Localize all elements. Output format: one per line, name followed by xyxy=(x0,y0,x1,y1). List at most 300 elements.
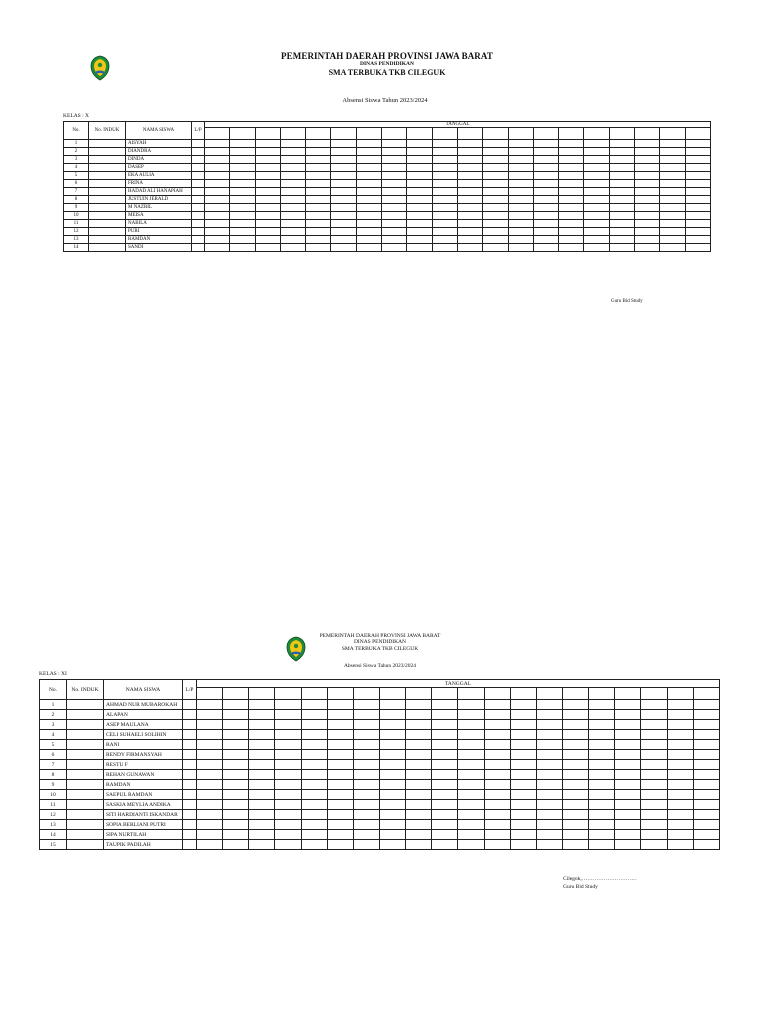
attendance-cell xyxy=(536,730,562,740)
row-number: 7 xyxy=(40,760,67,770)
attendance-cell xyxy=(197,810,223,820)
attendance-cell xyxy=(641,720,667,730)
attendance-cell xyxy=(562,700,588,710)
attendance-cell xyxy=(508,140,533,148)
attendance-cell xyxy=(458,720,484,730)
attendance-cell xyxy=(197,770,223,780)
row-lp-cell xyxy=(183,700,197,710)
attendance-cell xyxy=(280,180,305,188)
attendance-cell xyxy=(205,204,230,212)
attendance-cell xyxy=(223,770,249,780)
attendance-cell xyxy=(280,188,305,196)
attendance-cell xyxy=(353,810,379,820)
attendance-cell xyxy=(407,172,432,180)
attendance-cell xyxy=(533,204,558,212)
attendance-cell xyxy=(483,172,508,180)
attendance-cell xyxy=(407,196,432,204)
attendance-cell xyxy=(306,148,331,156)
attendance-cell xyxy=(432,840,458,850)
row-induk-cell xyxy=(67,730,104,740)
attendance-cell xyxy=(693,750,719,760)
attendance-cell xyxy=(407,164,432,172)
attendance-cell xyxy=(693,740,719,750)
attendance-cell xyxy=(223,810,249,820)
row-induk-cell xyxy=(67,800,104,810)
attendance-cell xyxy=(407,140,432,148)
attendance-cell xyxy=(457,196,482,204)
attendance-cell xyxy=(432,148,457,156)
attendance-cell xyxy=(536,800,562,810)
row-student-name: ALAPAN xyxy=(104,710,183,720)
attendance-cell xyxy=(306,140,331,148)
attendance-cell xyxy=(356,188,381,196)
attendance-cell xyxy=(382,140,407,148)
date-column-cell xyxy=(205,128,230,140)
row-number: 11 xyxy=(64,220,89,228)
table-row xyxy=(64,244,711,252)
row-lp-cell xyxy=(192,164,205,172)
attendance-cell xyxy=(306,228,331,236)
attendance-cell xyxy=(609,220,634,228)
attendance-cell xyxy=(635,204,660,212)
attendance-cell xyxy=(483,140,508,148)
attendance-cell xyxy=(508,236,533,244)
attendance-cell xyxy=(205,228,230,236)
attendance-cell xyxy=(327,700,353,710)
row-induk-cell xyxy=(89,212,126,220)
attendance-cell xyxy=(353,770,379,780)
attendance-cell xyxy=(356,220,381,228)
attendance-cell xyxy=(685,148,710,156)
attendance-cell xyxy=(533,212,558,220)
attendance-cell xyxy=(249,800,275,810)
row-number: 2 xyxy=(64,148,89,156)
row-lp-cell xyxy=(192,188,205,196)
attendance-cell xyxy=(356,172,381,180)
attendance-cell xyxy=(197,750,223,760)
attendance-cell xyxy=(205,220,230,228)
attendance-cell xyxy=(693,830,719,840)
col-header-no: No. xyxy=(64,122,89,140)
attendance-cell xyxy=(533,172,558,180)
attendance-cell xyxy=(301,820,327,830)
attendance-cell xyxy=(406,830,432,840)
attendance-cell xyxy=(458,820,484,830)
attendance-cell xyxy=(197,790,223,800)
attendance-cell xyxy=(205,164,230,172)
attendance-cell xyxy=(197,700,223,710)
attendance-cell xyxy=(609,204,634,212)
attendance-cell xyxy=(197,760,223,770)
row-lp-cell xyxy=(183,720,197,730)
attendance-cell xyxy=(510,750,536,760)
date-column-cell xyxy=(589,688,615,700)
attendance-cell xyxy=(660,188,685,196)
attendance-cell xyxy=(205,188,230,196)
attendance-cell xyxy=(306,172,331,180)
attendance-cell xyxy=(432,720,458,730)
attendance-cell xyxy=(457,244,482,252)
table-row xyxy=(40,810,720,820)
attendance-cell xyxy=(559,188,584,196)
col-header-lp: L/P xyxy=(183,680,197,700)
attendance-cell xyxy=(406,730,432,740)
row-student-name: SIPA NURTILAH xyxy=(104,830,183,840)
table-row xyxy=(40,750,720,760)
attendance-cell xyxy=(275,750,301,760)
row-induk-cell xyxy=(67,840,104,850)
date-column-cell xyxy=(660,128,685,140)
row-student-name: DINDA xyxy=(126,156,192,164)
attendance-cell xyxy=(353,710,379,720)
row-induk-cell xyxy=(67,770,104,780)
attendance-cell xyxy=(615,770,641,780)
attendance-cell xyxy=(615,720,641,730)
row-lp-cell xyxy=(183,830,197,840)
date-column-cell xyxy=(255,128,280,140)
table-row xyxy=(40,700,720,710)
attendance-cell xyxy=(615,800,641,810)
attendance-cell xyxy=(230,148,255,156)
table-row xyxy=(40,830,720,840)
attendance-cell xyxy=(667,790,693,800)
attendance-cell xyxy=(432,790,458,800)
attendance-cell xyxy=(379,790,405,800)
attendance-cell xyxy=(609,156,634,164)
attendance-cell xyxy=(457,180,482,188)
attendance-cell xyxy=(407,180,432,188)
row-induk-cell xyxy=(89,180,126,188)
attendance-cell xyxy=(327,830,353,840)
attendance-cell xyxy=(432,820,458,830)
row-lp-cell xyxy=(192,196,205,204)
attendance-cell xyxy=(510,830,536,840)
attendance-cell xyxy=(458,780,484,790)
attendance-cell xyxy=(331,228,356,236)
attendance-cell xyxy=(301,810,327,820)
attendance-cell xyxy=(205,196,230,204)
table-row xyxy=(64,236,711,244)
attendance-cell xyxy=(559,156,584,164)
attendance-cell xyxy=(406,750,432,760)
table-row xyxy=(64,148,711,156)
attendance-cell xyxy=(667,840,693,850)
attendance-cell xyxy=(667,710,693,720)
attendance-cell xyxy=(483,188,508,196)
attendance-cell xyxy=(331,196,356,204)
row-lp-cell xyxy=(183,740,197,750)
row-student-name: AHMAD NUR MUBAROKAH xyxy=(104,700,183,710)
attendance-cell xyxy=(589,740,615,750)
attendance-cell xyxy=(223,730,249,740)
attendance-cell xyxy=(457,204,482,212)
attendance-cell xyxy=(327,720,353,730)
date-column-cell xyxy=(484,688,510,700)
row-lp-cell xyxy=(192,204,205,212)
attendance-cell xyxy=(609,140,634,148)
attendance-cell xyxy=(223,740,249,750)
attendance-cell xyxy=(609,164,634,172)
attendance-cell xyxy=(379,800,405,810)
row-induk-cell xyxy=(67,740,104,750)
attendance-cell xyxy=(484,830,510,840)
col-header-induk: No. INDUK xyxy=(89,122,126,140)
attendance-cell xyxy=(406,820,432,830)
attendance-cell xyxy=(205,236,230,244)
attendance-cell xyxy=(589,810,615,820)
attendance-cell xyxy=(407,212,432,220)
attendance-cell xyxy=(510,760,536,770)
attendance-cell xyxy=(484,760,510,770)
attendance-cell xyxy=(406,760,432,770)
table-row xyxy=(64,164,711,172)
attendance-cell xyxy=(562,740,588,750)
attendance-cell xyxy=(205,148,230,156)
row-lp-cell xyxy=(192,244,205,252)
sheet2-signature-title: Guru Bid Study xyxy=(563,884,598,891)
row-student-name: SAEPUL RAMDAN xyxy=(104,790,183,800)
attendance-cell xyxy=(667,780,693,790)
attendance-cell xyxy=(432,810,458,820)
attendance-cell xyxy=(584,180,609,188)
attendance-cell xyxy=(562,720,588,730)
attendance-cell xyxy=(331,164,356,172)
attendance-cell xyxy=(379,700,405,710)
attendance-cell xyxy=(589,800,615,810)
attendance-cell xyxy=(458,760,484,770)
table-row xyxy=(40,770,720,780)
row-student-name: SITI HARDIANTI ISKANDAR xyxy=(104,810,183,820)
attendance-cell xyxy=(457,212,482,220)
attendance-cell xyxy=(249,790,275,800)
attendance-cell xyxy=(205,244,230,252)
attendance-cell xyxy=(589,770,615,780)
attendance-cell xyxy=(510,810,536,820)
row-induk-cell xyxy=(67,750,104,760)
row-student-name: CELI SUHAELI SOLIHIN xyxy=(104,730,183,740)
attendance-cell xyxy=(458,710,484,720)
attendance-cell xyxy=(589,730,615,740)
attendance-cell xyxy=(280,228,305,236)
attendance-cell xyxy=(379,760,405,770)
attendance-cell xyxy=(483,148,508,156)
row-lp-cell xyxy=(183,780,197,790)
row-induk-cell xyxy=(67,700,104,710)
date-column-cell xyxy=(382,128,407,140)
attendance-cell xyxy=(301,710,327,720)
attendance-cell xyxy=(356,236,381,244)
attendance-cell xyxy=(432,188,457,196)
row-number: 10 xyxy=(64,212,89,220)
attendance-cell xyxy=(432,164,457,172)
attendance-cell xyxy=(641,750,667,760)
attendance-cell xyxy=(508,196,533,204)
attendance-cell xyxy=(589,750,615,760)
attendance-cell xyxy=(280,164,305,172)
attendance-cell xyxy=(483,204,508,212)
attendance-cell xyxy=(230,156,255,164)
attendance-cell xyxy=(255,220,280,228)
col-header-induk: No. INDUK xyxy=(67,680,104,700)
attendance-cell xyxy=(432,220,457,228)
row-number: 7 xyxy=(64,188,89,196)
attendance-cell xyxy=(301,700,327,710)
attendance-cell xyxy=(584,204,609,212)
attendance-cell xyxy=(660,212,685,220)
attendance-cell xyxy=(635,236,660,244)
attendance-cell xyxy=(306,220,331,228)
attendance-cell xyxy=(484,810,510,820)
attendance-cell xyxy=(635,164,660,172)
attendance-cell xyxy=(255,140,280,148)
attendance-cell xyxy=(693,840,719,850)
attendance-cell xyxy=(382,164,407,172)
attendance-cell xyxy=(458,840,484,850)
attendance-cell xyxy=(280,204,305,212)
attendance-cell xyxy=(667,830,693,840)
date-column-cell xyxy=(197,688,223,700)
row-student-name: DASEP xyxy=(126,164,192,172)
row-induk-cell xyxy=(89,148,126,156)
table-row xyxy=(64,212,711,220)
date-column-cell xyxy=(379,688,405,700)
attendance-cell xyxy=(508,164,533,172)
attendance-cell xyxy=(458,800,484,810)
row-induk-cell xyxy=(67,720,104,730)
date-column-cell xyxy=(432,128,457,140)
row-student-name: M NAZRIL xyxy=(126,204,192,212)
attendance-cell xyxy=(484,710,510,720)
sheet2-signature-place-date: Cilegok,………………………… xyxy=(563,876,637,882)
attendance-cell xyxy=(306,164,331,172)
attendance-cell xyxy=(458,830,484,840)
date-column-cell xyxy=(667,688,693,700)
attendance-cell xyxy=(353,700,379,710)
attendance-cell xyxy=(406,700,432,710)
attendance-cell xyxy=(484,840,510,850)
attendance-cell xyxy=(327,790,353,800)
attendance-cell xyxy=(660,204,685,212)
row-number: 9 xyxy=(64,204,89,212)
row-induk-cell xyxy=(89,220,126,228)
row-number: 8 xyxy=(40,770,67,780)
sheet1-kelas-label: KELAS : X xyxy=(63,113,89,119)
attendance-cell xyxy=(331,148,356,156)
attendance-cell xyxy=(432,156,457,164)
attendance-cell xyxy=(275,800,301,810)
attendance-cell xyxy=(223,720,249,730)
date-column-cell xyxy=(331,128,356,140)
attendance-cell xyxy=(353,820,379,830)
attendance-cell xyxy=(432,244,457,252)
attendance-cell xyxy=(356,244,381,252)
attendance-cell xyxy=(458,730,484,740)
attendance-cell xyxy=(584,164,609,172)
attendance-cell xyxy=(693,700,719,710)
attendance-cell xyxy=(510,780,536,790)
row-lp-cell xyxy=(183,820,197,830)
attendance-cell xyxy=(223,700,249,710)
row-lp-cell xyxy=(192,228,205,236)
attendance-cell xyxy=(255,180,280,188)
attendance-cell xyxy=(635,180,660,188)
attendance-cell xyxy=(205,140,230,148)
table-row xyxy=(40,800,720,810)
attendance-cell xyxy=(609,244,634,252)
attendance-cell xyxy=(584,172,609,180)
table-row xyxy=(40,720,720,730)
attendance-cell xyxy=(275,790,301,800)
attendance-cell xyxy=(457,220,482,228)
attendance-cell xyxy=(641,810,667,820)
attendance-cell xyxy=(327,760,353,770)
attendance-cell xyxy=(458,770,484,780)
attendance-cell xyxy=(432,780,458,790)
attendance-cell xyxy=(249,720,275,730)
date-column-cell xyxy=(458,688,484,700)
attendance-cell xyxy=(536,830,562,840)
attendance-cell xyxy=(306,212,331,220)
date-column-cell xyxy=(635,128,660,140)
attendance-cell xyxy=(667,750,693,760)
row-number: 15 xyxy=(40,840,67,850)
sheet2-kelas-label: KELAS : XI xyxy=(39,671,67,677)
sheet1-subtitle: Absensi Siswa Tahun 2023/2024 xyxy=(342,97,428,104)
row-lp-cell xyxy=(192,220,205,228)
row-number: 5 xyxy=(40,740,67,750)
attendance-cell xyxy=(432,700,458,710)
attendance-cell xyxy=(458,740,484,750)
attendance-cell xyxy=(483,236,508,244)
attendance-cell xyxy=(301,800,327,810)
attendance-cell xyxy=(536,740,562,750)
attendance-cell xyxy=(562,750,588,760)
table-row xyxy=(40,710,720,720)
attendance-cell xyxy=(406,840,432,850)
attendance-cell xyxy=(685,228,710,236)
attendance-cell xyxy=(641,820,667,830)
attendance-cell xyxy=(589,700,615,710)
attendance-cell xyxy=(353,750,379,760)
attendance-cell xyxy=(382,204,407,212)
table-row xyxy=(40,760,720,770)
attendance-cell xyxy=(379,750,405,760)
attendance-cell xyxy=(562,820,588,830)
row-lp-cell xyxy=(192,172,205,180)
attendance-cell xyxy=(584,220,609,228)
row-lp-cell xyxy=(183,800,197,810)
attendance-cell xyxy=(280,172,305,180)
row-lp-cell xyxy=(192,236,205,244)
attendance-cell xyxy=(667,820,693,830)
attendance-cell xyxy=(432,204,457,212)
attendance-cell xyxy=(275,780,301,790)
attendance-cell xyxy=(353,780,379,790)
attendance-cell xyxy=(584,148,609,156)
row-induk-cell xyxy=(89,164,126,172)
attendance-cell xyxy=(533,220,558,228)
table-row xyxy=(40,730,720,740)
attendance-cell xyxy=(609,180,634,188)
attendance-cell xyxy=(615,820,641,830)
attendance-cell xyxy=(508,156,533,164)
sheet1-attendance-table xyxy=(63,121,711,252)
row-induk-cell xyxy=(67,710,104,720)
date-column-cell xyxy=(407,128,432,140)
attendance-cell xyxy=(508,244,533,252)
row-number: 14 xyxy=(40,830,67,840)
date-column-cell xyxy=(584,128,609,140)
